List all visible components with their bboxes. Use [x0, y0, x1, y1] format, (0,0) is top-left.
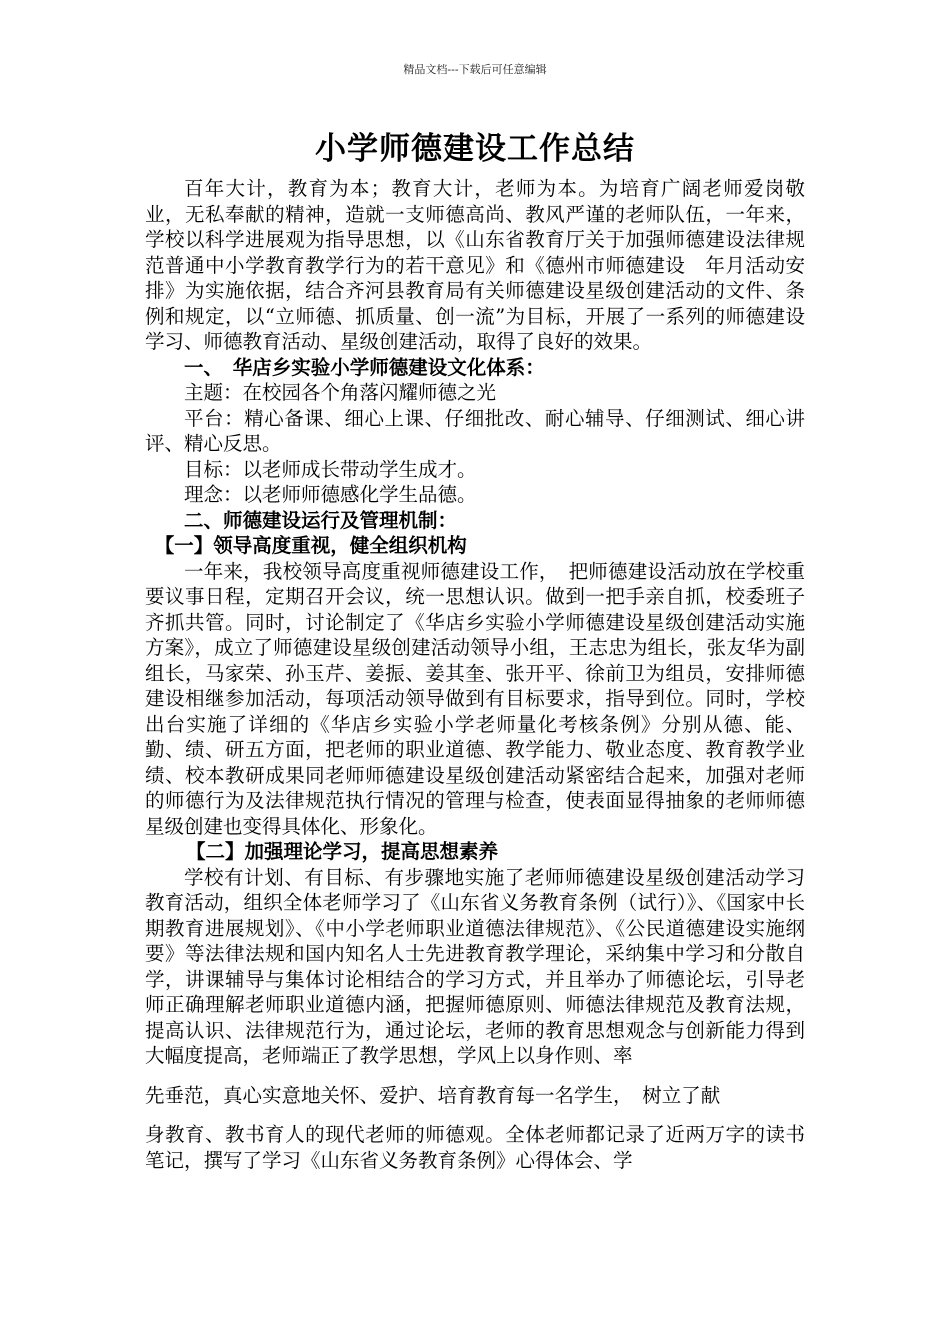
intro-paragraph: 百年大计，教育为本；教育大计，老师为本。为培育广阔老师爱岗敬业，无私奉献的精神，造就一支师德高尚、教风严谨的老师队伍，一年来，学校以科学进展观为指导思想，以《山东省教育厅关于加强师德建设法律规范普通中小学教育教学行为的若干意见》和《德州市师德建设 年月活动安排》为实施依据，结合齐河县教育局有关师德建设星级创建活动的文件、条例和规定，以“立师德、抓质量、创一流”为目标，开展了一系列的师德建设学习、师德教育活动、星级创建活动，取得了良好的效果。 [145, 177, 805, 353]
subsection-1-paragraph: 一年来，我校领导高度重视师德建设工作， 把师德建设活动放在学校重要议事日程，定期召开会议，统一思想认识。做到一把手亲自抓，校委班子齐抓共管。同时，讨论制定了《华店乡实验小学师德建设星级创建活动实施方案》，成立了师德建设星级创建活动领导小组，王志忠为组长，张友华为副组长，马家荣、孙玉芹、姜振、姜其奎、张开平、徐前卫为组员，安排师德建设相继参加活动，每项活动领导做到有目标要求，指导到位。同时，学校出台实施了详细的《华店乡实验小学老师量化考核条例》分别从德、能、勤、绩、研五方面，把老师的职业道德、教学能力、敬业态度、教育教学业绩、校本教研成果同老师师德建设星级创建活动紧密结合起来，加强对老师的师德行为及法律规范执行情况的管理与检查，使表面显得抽象的老师师德星级创建也变得具体化、形象化。 [145, 559, 805, 838]
concept-line: 理念：以老师师德感化学生品德。 [184, 483, 477, 506]
document-title: 小学师德建设工作总结 [315, 131, 635, 167]
subsection-heading-2: 【二】加强理论学习，提高思想素养 [185, 840, 498, 863]
subsection-2-line-final: 身教育、教书育人的现代老师的师德观。全体老师都记录了近两万字的读书笔记，撰写了学习《山东省义务教育条例》心得体会、学 [145, 1123, 805, 1172]
document-body [145, 176, 805, 1173]
theme-line: 主题：在校园各个角落闪耀师德之光 [184, 381, 497, 404]
subsection-2-paragraph: 学校有计划、有目标、有步骤地实施了老师师德建设星级创建活动学习教育活动，组织全体老师学习了《山东省义务教育条例（试行）》、《国家中长期教育进展规划》、《中小学老师职业道德法律规范》、《公民道德建设实施纲要》等法律法规和国内知名人士先进教育教学理论，采纳集中学习和分散自学，讲课辅导与集体讨论相结合的学习方式，并且举办了师德论坛，引导老师正确理解老师职业道德内涵，把握师德原则、师德法律规范及教育法规，提高认识、法律规范行为，通过论坛，老师的教育思想观念与创新能力得到大幅度提高，老师端正了教学思想，学风上以身作则、率 [145, 865, 805, 1067]
subsection-2-line-continued: 先垂范，真心实意地关怀、爱护、培育教育每一名学生， 树立了献 [145, 1083, 721, 1107]
goal-line: 目标：以老师成长带动学生成才。 [184, 457, 477, 481]
section-heading-2: 二、师德建设运行及管理机制： [184, 508, 458, 532]
subsection-heading-1: 【一】领导高度重视，健全组织机构 [154, 534, 467, 557]
platform-line: 平台：精心备课、细心上课、仔细批改、耐心辅导、仔细测试、细心讲评、精心反思。 [145, 406, 805, 455]
header-note: 精品文档---下载后可任意编辑 [403, 63, 547, 76]
section-heading-1: 一、 华店乡实验小学师德建设文化体系： [184, 355, 545, 379]
